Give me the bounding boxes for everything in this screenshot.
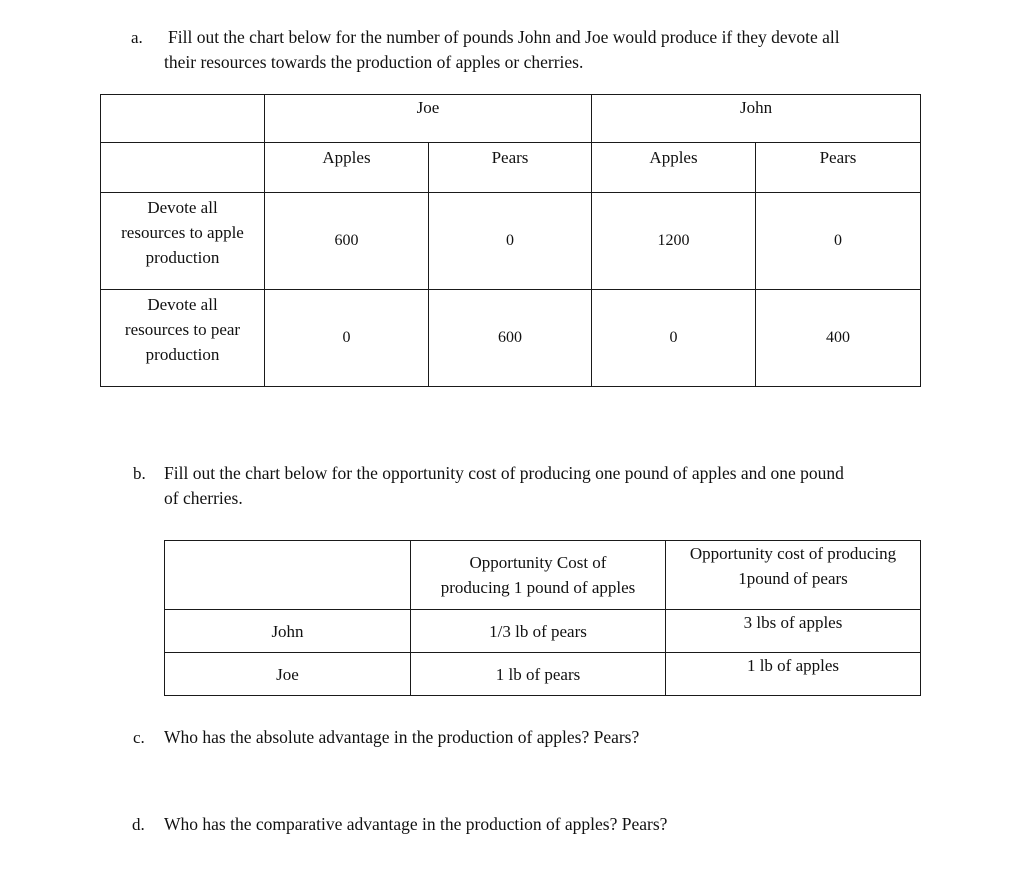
question-a-letter: a. [131, 28, 143, 47]
cell-apple-joe-apples: 600 [265, 193, 429, 290]
cell-pear-john-apples: 0 [592, 290, 756, 387]
cell-joe-apples-cost: 1 lb of pears [411, 653, 666, 696]
row-name-joe: Joe [165, 653, 411, 696]
subheader-joe-pears: Pears [429, 143, 592, 193]
question-b-letter: b. [133, 464, 146, 483]
cell-apple-joe-pears: 0 [429, 193, 592, 290]
row-name-john: John [165, 610, 411, 653]
row-label-line: Devote all [147, 198, 218, 217]
subheader-john-pears: Pears [756, 143, 921, 193]
header-line: Opportunity Cost of [469, 553, 607, 572]
question-c-letter: c. [133, 728, 145, 747]
question-c-text: Who has the absolute advantage in the production of apples? Pears? [164, 727, 640, 747]
table-row [101, 290, 921, 387]
question-b-line-1: Fill out the chart below for the opportunity cost of producing one pound of apples and one pound [164, 463, 844, 483]
table-b-header-row [165, 541, 921, 610]
cell-john-apples-cost: 1/3 lb of pears [411, 610, 666, 653]
table-a-subheader-empty [101, 143, 265, 193]
group-header-john: John [592, 95, 921, 143]
row-label-line: resources to apple [121, 223, 244, 242]
opportunity-cost-table [164, 540, 921, 696]
subheader-joe-apples: Apples [265, 143, 429, 193]
question-a-line-1: Fill out the chart below for the number of pounds John and Joe would produce if they devote all [168, 27, 840, 47]
table-row [101, 193, 921, 290]
subheader-john-apples: Apples [592, 143, 756, 193]
question-a-line-2: their resources towards the production of apples or cherries. [164, 52, 584, 72]
cell-pear-joe-pears: 600 [429, 290, 592, 387]
row-label-line: production [145, 248, 220, 267]
question-a-text [164, 25, 988, 75]
header-opportunity-cost-pears [666, 541, 921, 610]
cell-apple-john-apples: 1200 [592, 193, 756, 290]
group-header-joe: Joe [265, 95, 592, 143]
row-label-apple [101, 193, 265, 290]
row-label-line: resources to pear [124, 320, 241, 339]
question-b-text [164, 461, 984, 511]
cell-john-pears-cost: 3 lbs of apples [666, 610, 921, 653]
row-label-line: production [145, 345, 220, 364]
cell-pear-joe-apples: 0 [265, 290, 429, 387]
row-label-pear [101, 290, 265, 387]
production-table [100, 94, 921, 387]
question-b-line-2: of cherries. [164, 488, 243, 508]
question-d-letter: d. [132, 815, 145, 834]
header-opportunity-cost-apples [411, 541, 666, 610]
cell-joe-pears-cost: 1 lb of apples [666, 653, 921, 696]
row-label-line: Devote all [147, 295, 218, 314]
table-a-group-header-row [101, 95, 921, 143]
cell-apple-john-pears: 0 [756, 193, 921, 290]
header-line: Opportunity cost of producing [689, 544, 897, 563]
table-row [165, 610, 921, 653]
header-line: 1pound of pears [738, 569, 848, 588]
table-b-corner-cell [165, 541, 411, 610]
table-a-corner-cell [101, 95, 265, 143]
question-d-text: Who has the comparative advantage in the production of apples? Pears? [164, 814, 668, 834]
table-a-subheader-row [101, 143, 921, 193]
header-line: producing 1 pound of apples [440, 578, 636, 597]
table-row [165, 653, 921, 696]
cell-pear-john-pears: 400 [756, 290, 921, 387]
